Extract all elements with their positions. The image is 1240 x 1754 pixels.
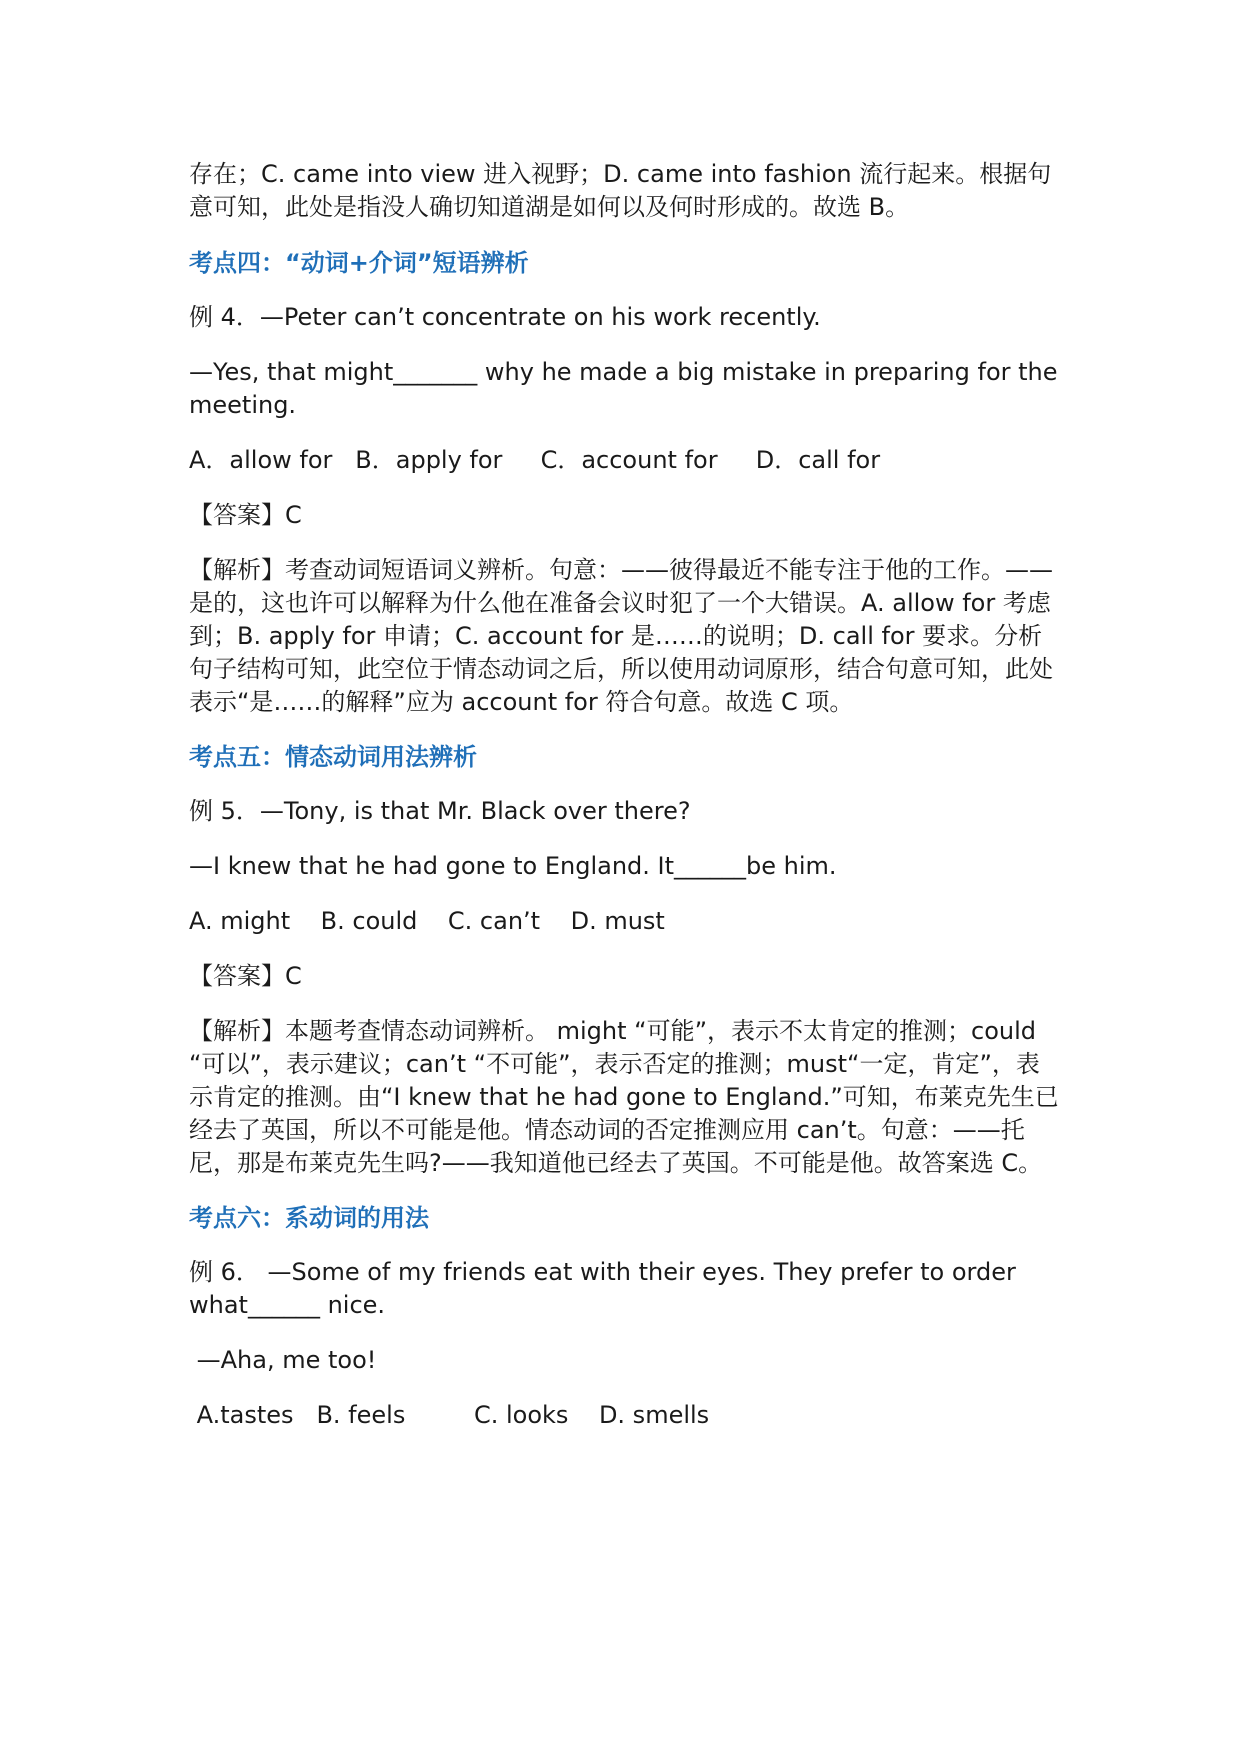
example-6-options: A.tastes B. feels C. looks D. smells	[189, 1401, 710, 1429]
example-4-response: —Yes, that might_______ why he made a big mistake in preparing for the meeting.	[189, 358, 1058, 419]
example-5-answer: 【答案】C	[189, 962, 302, 990]
example-5-options: A. might B. could C. can’t D. must	[189, 907, 665, 935]
section-heading-6: 考点六：系动词的用法	[189, 1204, 429, 1232]
example-4-options: A．allow for B．apply for C．account for D．call for	[189, 446, 881, 474]
example-5-analysis: 【解析】本题考查情态动词辨析。 might “可能”，表示不太肯定的推测；could “可以”，表示建议；can’t “不可能”，表示否定的推测；must“一定，肯定”，表示肯定的推测。由“I knew that he had gone to England.”可知，布莱克先生已经去了英国，所以不可能是他。情态动词的否定推测应用 can’t。句意：——托尼，那是布莱克先生吗?——我知道他已经去了英国。不可能是他。故答案选 C。	[189, 1017, 1059, 1177]
example-4-analysis: 【解析】考查动词短语词义辨析。句意：——彼得最近不能专注于他的工作。——是的，这也许可以解释为什么他在准备会议时犯了一个大错误。A. allow for 考虑到；B. apply for 申请；C. account for 是……的说明；D. call for 要求。分析句子结构可知，此空位于情态动词之后，所以使用动词原形，结合句意可知，此处表示“是……的解释”应为 account for 符合句意。故选 C 项。	[189, 556, 1053, 716]
example-4-answer: 【答案】C	[189, 501, 302, 529]
section-heading-5: 考点五：情态动词用法辨析	[189, 743, 477, 771]
example-5-question: 例 5．—Tony, is that Mr. Black over there?	[189, 797, 691, 825]
document-page	[189, 158, 1059, 1432]
example-5-response: —I knew that he had gone to England. It______be him.	[189, 852, 837, 880]
section-heading-4: 考点四：“动词+介词”短语辨析	[189, 249, 529, 277]
example-6-question: 例 6． —Some of my friends eat with their eyes. They prefer to order what______ nice.	[189, 1258, 1016, 1319]
example-4-question: 例 4．—Peter can’t concentrate on his work recently.	[189, 303, 821, 331]
intro-paragraph: 存在；C. came into view 进入视野；D. came into fashion 流行起来。根据句意可知，此处是指没人确切知道湖是如何以及何时形成的。故选 B。	[189, 160, 1052, 221]
example-6-response: —Aha, me too!	[189, 1346, 377, 1374]
